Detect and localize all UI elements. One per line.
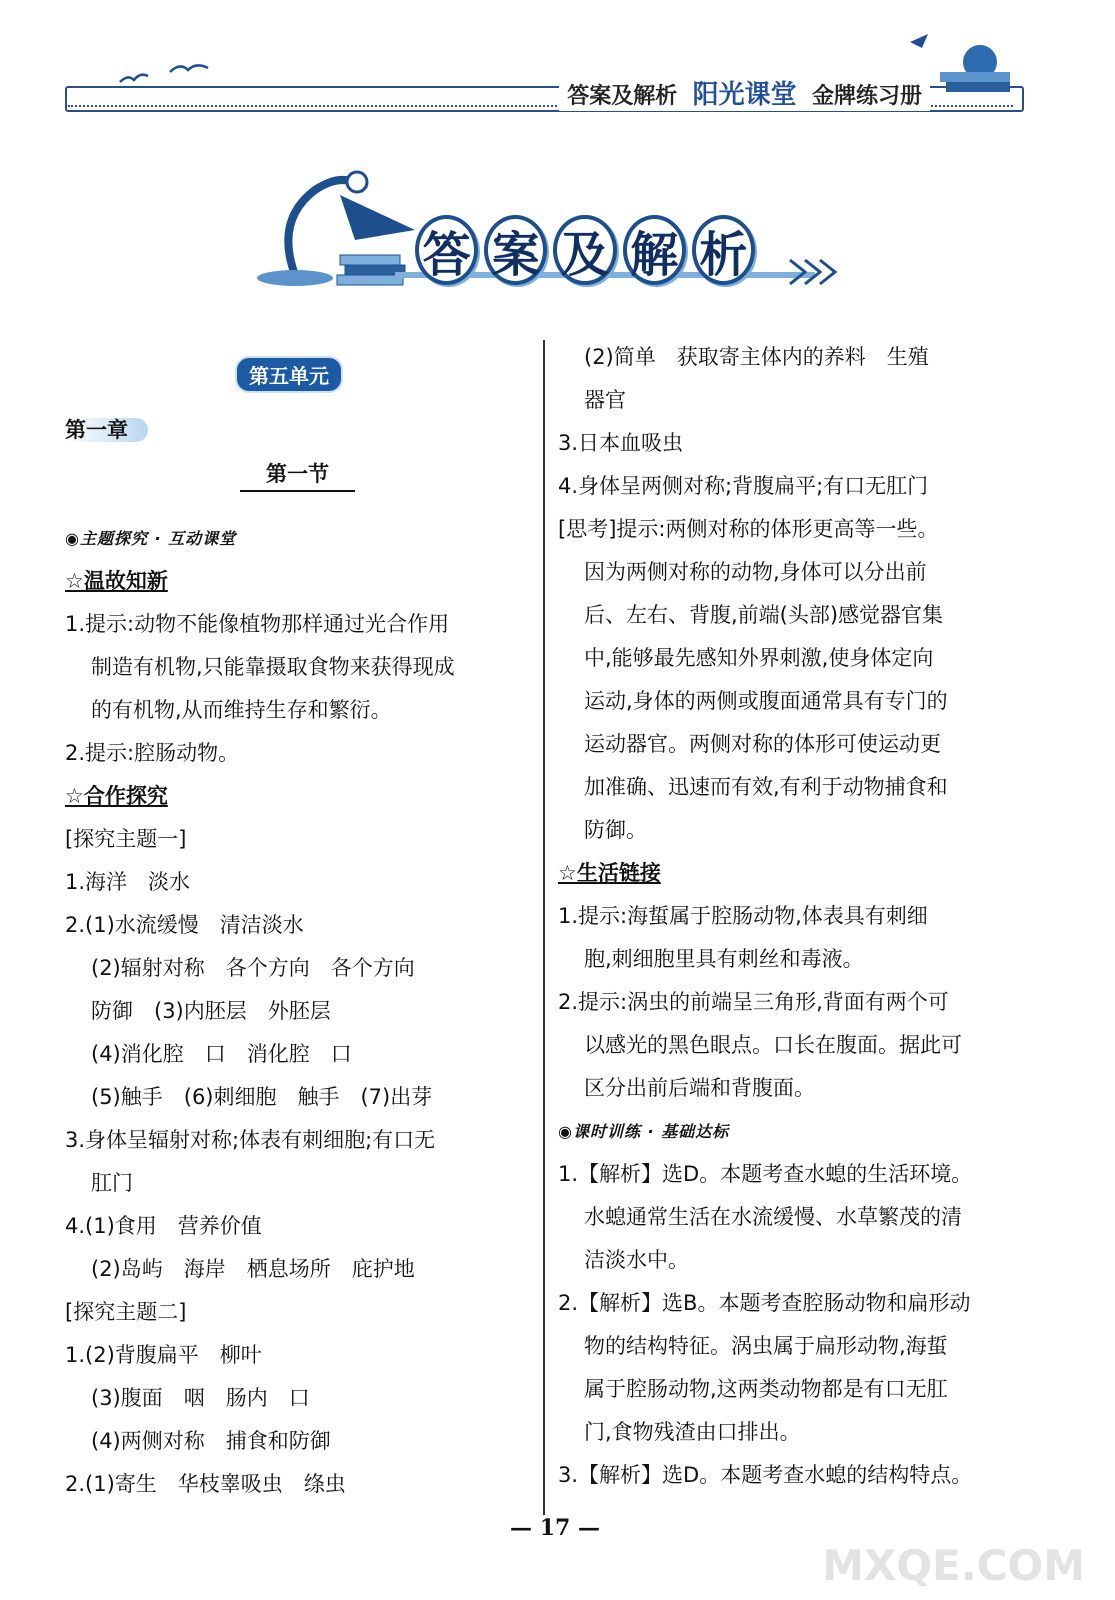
left-column-line: 的有机物,从而维持生存和繁衍。 (91, 698, 392, 722)
left-column-line: 3.身体呈辐射对称;体表有刺细胞;有口无 (65, 1128, 436, 1152)
right-column-line: 3.【解析】选D。本题考查水螅的结构特点。 (558, 1463, 973, 1487)
left-column-line: 2.(1)寄生 华枝睾吸虫 绦虫 (65, 1472, 346, 1496)
banner-title (415, 215, 755, 285)
banner-char: 解 (623, 215, 686, 285)
right-column-line: 物的结构特征。涡虫属于扁形动物,海蜇 (584, 1334, 948, 1358)
header-book: 金牌练习册 (811, 84, 922, 109)
left-column-line: 1.海洋 淡水 (65, 870, 191, 894)
unit-label-wrap (235, 356, 343, 393)
left-column-line: (4)消化腔 口 消化腔 口 (91, 1042, 352, 1066)
right-column-line: 1.提示:海蜇属于腔肠动物,体表具有刺细 (558, 904, 928, 928)
right-column-line: 洁淡水中。 (584, 1248, 689, 1272)
right-column-line: 胞,刺细胞里具有刺丝和毒液。 (584, 947, 864, 971)
section-title: 第一节 (240, 458, 355, 492)
left-column-line: 2.提示:腔肠动物。 (65, 741, 240, 765)
banner-char: 及 (553, 215, 616, 285)
right-column-line: 后、左右、背腹,前端(头部)感觉器官集 (584, 603, 944, 627)
banner-char: 案 (484, 215, 547, 285)
left-column-line: 4.(1)食用 营养价值 (65, 1214, 262, 1238)
right-column (558, 336, 1038, 1497)
left-column-line: 1.(2)背腹扁平 柳叶 (65, 1343, 262, 1367)
right-column-line: ☆生活链接 (558, 861, 661, 885)
right-column-line: 区分出前后端和背腹面。 (584, 1076, 815, 1100)
header-title (559, 74, 930, 111)
left-column-line: (4)两侧对称 捕食和防御 (91, 1429, 331, 1453)
left-column-line: 防御 (3)内胚层 外胚层 (91, 999, 331, 1023)
answers-banner (245, 160, 845, 310)
page-header (60, 60, 1025, 120)
left-column-line: (5)触手 (6)刺细胞 触手 (7)出芽 (91, 1085, 433, 1109)
right-column-line: 门,食物残渣由口排出。 (584, 1420, 801, 1444)
unit-label: 第五单元 (235, 356, 343, 393)
left-column-line: ☆温故知新 (65, 569, 168, 593)
right-column-line: 加准确、迅速而有效,有利于动物捕食和 (584, 775, 948, 799)
right-column-line: 2.提示:涡虫的前端呈三角形,背面有两个可 (558, 990, 949, 1014)
banner-char: 析 (692, 215, 755, 285)
chapter-label-wrap (65, 414, 148, 444)
left-column (65, 517, 535, 1506)
right-column-line: 中,能够最先感知外界刺激,使身体定向 (584, 646, 934, 670)
left-column-line: [探究主题一] (65, 827, 187, 851)
right-column-line: [思考]提示:两侧对称的体形更高等一些。 (558, 517, 939, 541)
left-column-line: ◉主题探究 · 互动课堂 (65, 529, 237, 548)
header-brand: 阳光课堂 (692, 80, 797, 110)
right-column-line: 以感光的黑色眼点。口长在腹面。据此可 (584, 1033, 962, 1057)
right-column-line: 运动,身体的两侧或腹面通常具有专门的 (584, 689, 948, 713)
right-column-line: 防御。 (584, 818, 647, 842)
right-column-line: (2)简单 获取寄主体内的养料 生殖 (584, 345, 929, 369)
right-column-line: 器官 (584, 388, 626, 412)
left-column-line: ☆合作探究 (65, 784, 168, 808)
left-column-line: (2)辐射对称 各个方向 各个方向 (91, 956, 415, 980)
right-column-line: 1.【解析】选D。本题考查水螅的生活环境。 (558, 1162, 973, 1186)
left-column-line: (3)腹面 咽 肠内 口 (91, 1386, 310, 1410)
left-column-line: [探究主题二] (65, 1300, 187, 1324)
left-column-line: 1.提示:动物不能像植物那样通过光合作用 (65, 612, 450, 636)
right-column-line: 4.身体呈两侧对称;背腹扁平;有口无肛门 (558, 474, 929, 498)
left-column-line: 肛门 (91, 1171, 133, 1195)
right-column-line: 2.【解析】选B。本题考查腔肠动物和扁形动 (558, 1291, 971, 1315)
right-column-line: 运动器官。两侧对称的体形可使运动更 (584, 732, 941, 756)
right-column-line: 因为两侧对称的动物,身体可以分出前 (584, 560, 927, 584)
right-column-line: ◉课时训练 · 基础达标 (558, 1122, 730, 1141)
left-column-line: 2.(1)水流缓慢 清洁淡水 (65, 913, 304, 937)
birds-icon (110, 60, 220, 90)
right-column-line: 属于腔肠动物,这两类动物都是有口无肛 (584, 1377, 948, 1401)
left-column-line: (2)岛屿 海岸 栖息场所 庇护地 (91, 1257, 415, 1281)
right-column-line: 3.日本血吸虫 (558, 431, 684, 455)
header-answers: 答案及解析 (567, 84, 678, 109)
globe-books-icon (900, 32, 1020, 102)
banner-char: 答 (415, 215, 478, 285)
left-column-line: 制造有机物,只能靠摄取食物来获得现成 (91, 655, 455, 679)
page-number: — 17 — (510, 1515, 600, 1541)
chapter-label: 第一章 (65, 418, 148, 442)
watermark: MXQE.COM (822, 1541, 1085, 1590)
right-column-line: 水螅通常生活在水流缓慢、水草繁茂的清 (584, 1205, 962, 1229)
column-divider (543, 340, 545, 1515)
